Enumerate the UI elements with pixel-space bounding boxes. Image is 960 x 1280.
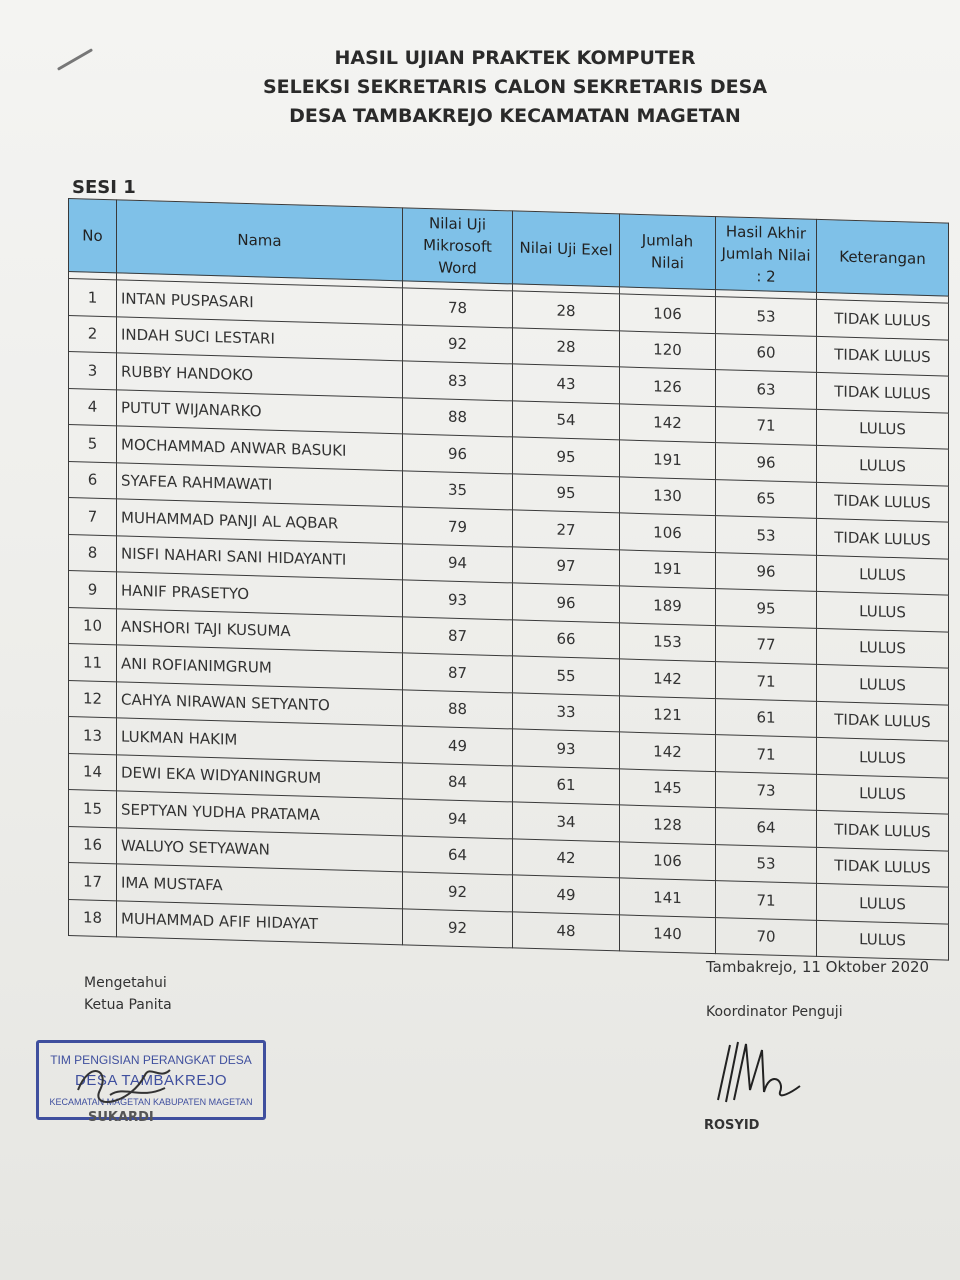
cell-jumlah: 106 (620, 513, 716, 552)
col-header-jumlah: Jumlah Nilai (620, 214, 716, 290)
cell-hasil: 63 (716, 370, 817, 409)
cell-no: 17 (69, 863, 117, 901)
pen-mark (57, 48, 93, 71)
cell-hasil: 95 (716, 589, 817, 628)
cell-no: 13 (69, 717, 117, 755)
cell-keterangan: TIDAK LULUS (817, 299, 949, 339)
cell-keterangan: LULUS (817, 409, 949, 449)
cell-no: 16 (69, 826, 117, 864)
cell-keterangan: TIDAK LULUS (817, 336, 949, 376)
cell-hasil: 71 (716, 662, 817, 701)
document-title (250, 44, 780, 131)
cell-excel: 27 (513, 510, 620, 549)
cell-jumlah: 130 (620, 476, 716, 515)
title-line-1: HASIL UJIAN PRAKTEK KOMPUTER (334, 47, 696, 69)
cell-excel: 43 (513, 364, 620, 403)
cell-word: 78 (403, 288, 513, 328)
cell-no: 15 (69, 790, 117, 828)
cell-excel: 49 (513, 875, 620, 914)
cell-excel: 28 (513, 291, 620, 330)
cell-jumlah: 120 (620, 330, 716, 369)
cell-nama: SYAFEA RAHMAWATI (117, 462, 403, 506)
cell-hasil: 70 (716, 917, 817, 956)
cell-nama: CAHYA NIRAWAN SETYANTO (117, 681, 403, 725)
cell-hasil: 73 (716, 771, 817, 810)
col-header-keterangan: Keterangan (817, 219, 949, 296)
cell-nama: ANI ROFIANIMGRUM (117, 645, 403, 689)
cell-keterangan: LULUS (817, 883, 949, 923)
results-table (68, 198, 949, 961)
cell-jumlah: 141 (620, 878, 716, 917)
cell-jumlah: 121 (620, 695, 716, 734)
cell-word: 92 (403, 872, 513, 912)
cell-nama: WALUYO SETYAWAN (117, 827, 403, 871)
cell-jumlah: 153 (620, 622, 716, 661)
cell-no: 4 (69, 388, 117, 426)
cell-no: 7 (69, 498, 117, 536)
cell-jumlah: 106 (620, 294, 716, 333)
cell-word: 49 (403, 726, 513, 766)
cell-keterangan: LULUS (817, 445, 949, 485)
cell-nama: PUTUT WIJANARKO (117, 389, 403, 433)
table-body (69, 272, 949, 961)
session-label: SESI 1 (72, 177, 136, 198)
col-header-hasil: Hasil Akhir Jumlah Nilai : 2 (716, 217, 817, 293)
cell-no: 18 (69, 899, 117, 937)
cell-nama: INTAN PUSPASARI (117, 280, 403, 324)
cell-nama: MUHAMMAD PANJI AL AQBAR (117, 499, 403, 543)
cell-nama: MUHAMMAD AFIF HIDAYAT (117, 900, 403, 944)
cell-word: 87 (403, 616, 513, 656)
cell-excel: 28 (513, 327, 620, 366)
cell-jumlah: 140 (620, 914, 716, 953)
cell-hasil: 61 (716, 698, 817, 737)
cell-no: 5 (69, 425, 117, 463)
cell-hasil: 65 (716, 479, 817, 518)
stamp-line-1: TIM PENGISIAN PERANGKAT DESA (50, 1053, 252, 1067)
cell-keterangan: LULUS (817, 737, 949, 777)
cell-nama: RUBBY HANDOKO (117, 353, 403, 397)
koordinator-label: Koordinator Penguji (706, 1004, 843, 1020)
cell-word: 84 (403, 762, 513, 802)
cell-no: 11 (69, 644, 117, 682)
cell-keterangan: LULUS (817, 591, 949, 631)
cell-word: 93 (403, 580, 513, 620)
cell-nama: IMA MUSTAFA (117, 864, 403, 908)
cell-nama: SEPTYAN YUDHA PRATAMA (117, 791, 403, 835)
cell-excel: 42 (513, 838, 620, 877)
cell-keterangan: TIDAK LULUS (817, 372, 949, 412)
cell-keterangan: TIDAK LULUS (817, 482, 949, 522)
cell-no: 9 (69, 571, 117, 609)
col-header-no: No (69, 199, 117, 273)
mengetahui-label: Mengetahui (84, 975, 167, 991)
cell-excel: 66 (513, 619, 620, 658)
cell-no: 6 (69, 461, 117, 499)
cell-jumlah: 191 (620, 440, 716, 479)
cell-no: 2 (69, 315, 117, 353)
cell-hasil: 53 (716, 844, 817, 883)
title-line-2: SELEKSI SEKRETARIS CALON SEKRETARIS DESA (262, 76, 768, 98)
cell-word: 79 (403, 507, 513, 547)
cell-word: 83 (403, 361, 513, 401)
cell-word: 64 (403, 835, 513, 875)
cell-jumlah: 128 (620, 805, 716, 844)
cell-jumlah: 142 (620, 403, 716, 442)
koordinator-signature (700, 1030, 810, 1110)
ketua-name: SUKARDI (88, 1110, 154, 1125)
koordinator-name: ROSYID (704, 1118, 760, 1133)
cell-excel: 61 (513, 765, 620, 804)
cell-keterangan: TIDAK LULUS (817, 518, 949, 558)
cell-jumlah: 142 (620, 732, 716, 771)
cell-hasil: 64 (716, 808, 817, 847)
cell-excel: 48 (513, 911, 620, 950)
cell-hasil: 60 (716, 333, 817, 372)
cell-hasil: 53 (716, 516, 817, 555)
cell-word: 92 (403, 908, 513, 948)
results-table-container (68, 198, 948, 961)
col-header-nama: Nama (117, 200, 403, 281)
cell-no: 10 (69, 607, 117, 645)
cell-hasil: 71 (716, 881, 817, 920)
cell-word: 35 (403, 470, 513, 510)
cell-word: 87 (403, 653, 513, 693)
cell-no: 3 (69, 352, 117, 390)
cell-keterangan: TIDAK LULUS (817, 810, 949, 850)
cell-keterangan: TIDAK LULUS (817, 701, 949, 741)
cell-no: 14 (69, 753, 117, 791)
cell-hasil: 71 (716, 735, 817, 774)
cell-keterangan: LULUS (817, 555, 949, 595)
cell-keterangan: TIDAK LULUS (817, 847, 949, 887)
cell-hasil: 53 (716, 297, 817, 336)
cell-excel: 97 (513, 546, 620, 585)
place-date: Tambakrejo, 11 Oktober 2020 (706, 958, 930, 976)
cell-excel: 93 (513, 729, 620, 768)
cell-jumlah: 145 (620, 768, 716, 807)
cell-excel: 95 (513, 473, 620, 512)
stamp-line-2: DESA TAMBAKREJO (75, 1072, 227, 1089)
cell-jumlah: 189 (620, 586, 716, 625)
cell-no: 1 (69, 279, 117, 317)
cell-keterangan: LULUS (817, 920, 949, 960)
cell-jumlah: 126 (620, 367, 716, 406)
stamp-line-3: KECAMATAN MAGETAN KABUPATEN MAGETAN (49, 1097, 253, 1107)
cell-word: 88 (403, 397, 513, 437)
cell-keterangan: LULUS (817, 774, 949, 814)
cell-keterangan: LULUS (817, 628, 949, 668)
cell-word: 88 (403, 689, 513, 729)
cell-word: 94 (403, 799, 513, 839)
cell-jumlah: 191 (620, 549, 716, 588)
cell-word: 94 (403, 543, 513, 583)
cell-nama: NISFI NAHARI SANI HIDAYANTI (117, 535, 403, 579)
cell-no: 8 (69, 534, 117, 572)
cell-jumlah: 142 (620, 659, 716, 698)
cell-excel: 95 (513, 437, 620, 476)
ketua-label: Ketua Panita (84, 997, 172, 1013)
cell-nama: MOCHAMMAD ANWAR BASUKI (117, 426, 403, 470)
cell-excel: 54 (513, 400, 620, 439)
cell-excel: 96 (513, 583, 620, 622)
cell-excel: 33 (513, 692, 620, 731)
cell-hasil: 96 (716, 443, 817, 482)
cell-word: 96 (403, 434, 513, 474)
cell-word: 92 (403, 324, 513, 364)
cell-nama: LUKMAN HAKIM (117, 718, 403, 762)
cell-hasil: 71 (716, 406, 817, 445)
cell-jumlah: 106 (620, 841, 716, 880)
cell-nama: INDAH SUCI LESTARI (117, 316, 403, 360)
cell-no: 12 (69, 680, 117, 718)
cell-hasil: 96 (716, 552, 817, 591)
cell-nama: HANIF PRASETYO (117, 572, 403, 616)
cell-excel: 55 (513, 656, 620, 695)
cell-nama: ANSHORI TAJI KUSUMA (117, 608, 403, 652)
acknowledgement-block (84, 972, 172, 1016)
cell-excel: 34 (513, 802, 620, 841)
title-line-3: DESA TAMBAKREJO KECAMATAN MAGETAN (289, 105, 741, 127)
cell-nama: DEWI EKA WIDYANINGRUM (117, 754, 403, 798)
cell-keterangan: LULUS (817, 664, 949, 704)
col-header-word: Nilai Uji Mikrosoft Word (403, 208, 513, 284)
cell-hasil: 77 (716, 625, 817, 664)
col-header-excel: Nilai Uji Exel (513, 211, 620, 287)
